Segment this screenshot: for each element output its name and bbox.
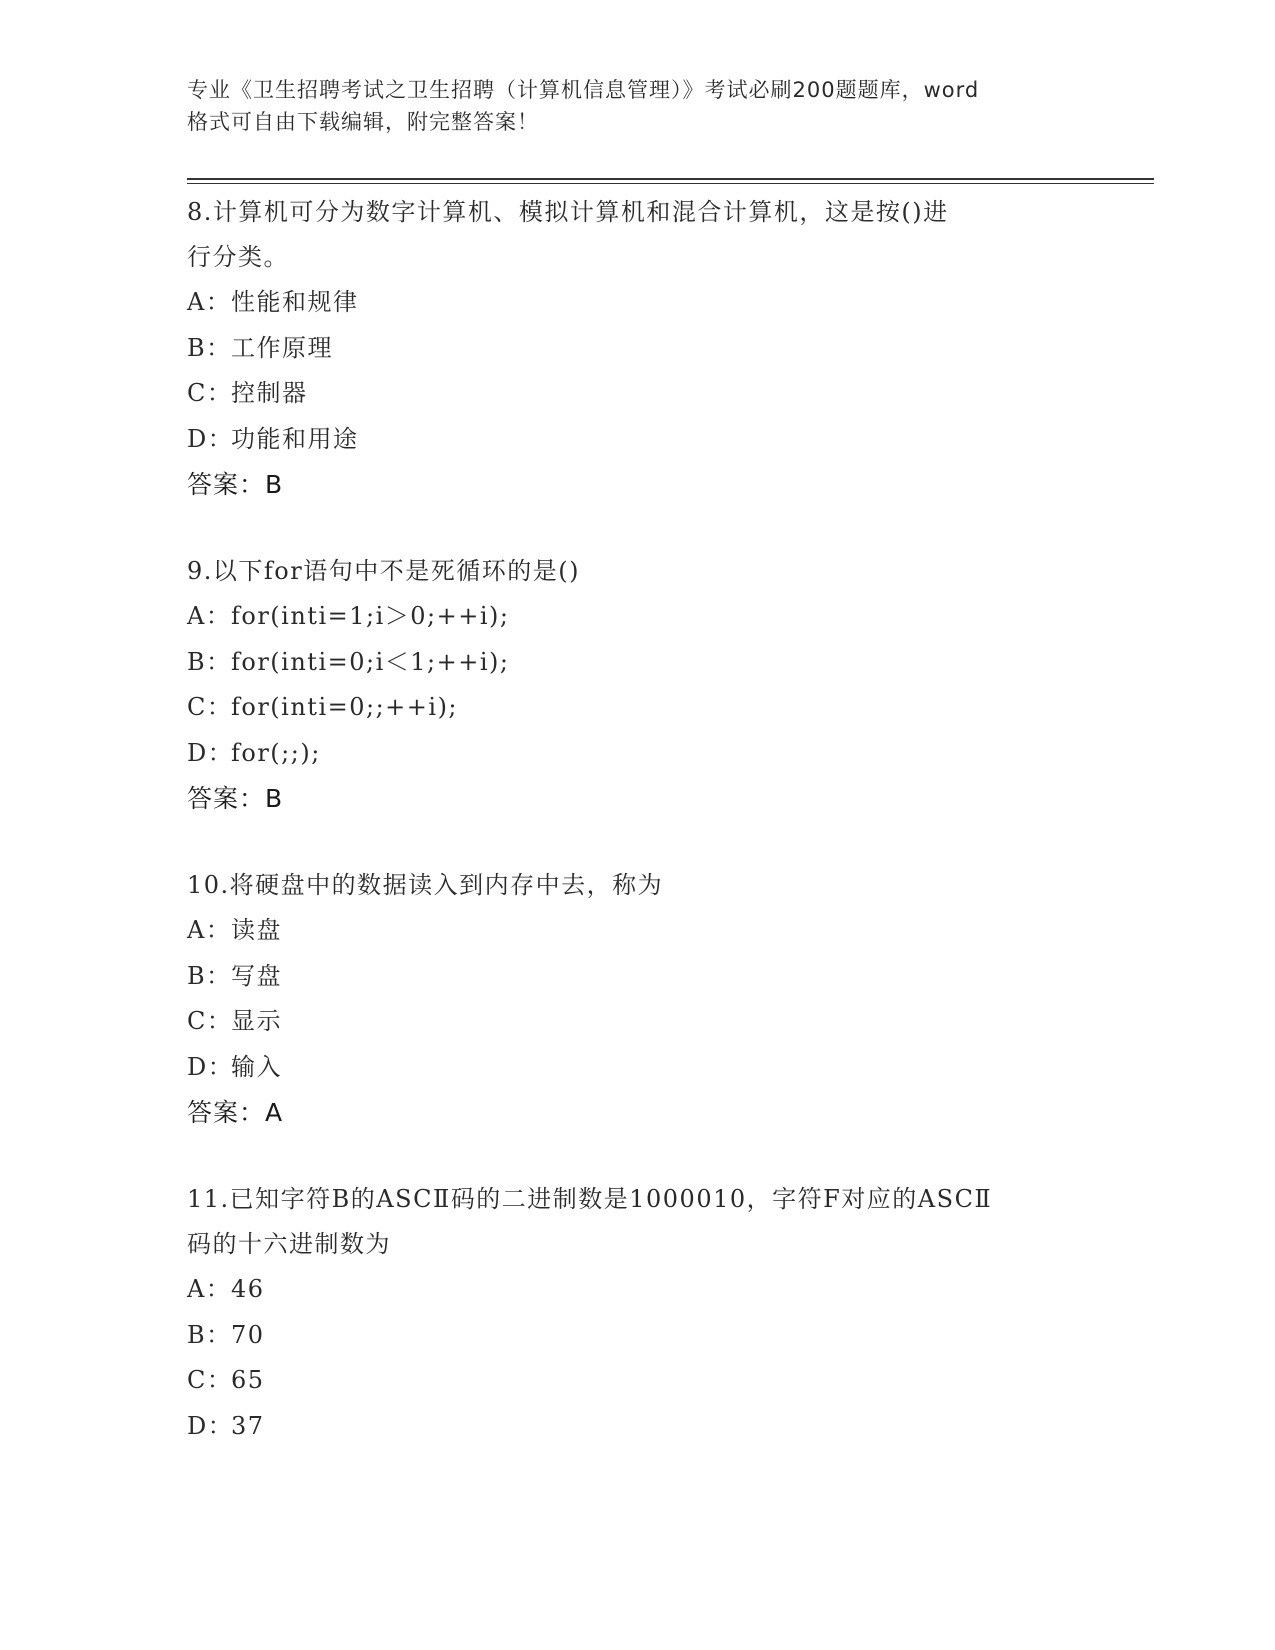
option-text: 性能和规律 <box>231 288 359 316</box>
answer-label: 答案：B <box>187 784 284 813</box>
option-a <box>187 280 1087 326</box>
option-key: A： <box>187 916 232 944</box>
option-text: 读盘 <box>231 916 282 944</box>
option-d <box>187 731 1087 777</box>
option-text: 65 <box>231 1366 265 1394</box>
option-text: 46 <box>231 1275 265 1303</box>
document-header <box>187 74 1087 138</box>
option-text: 显示 <box>231 1007 282 1035</box>
option-key: A： <box>187 1275 232 1303</box>
question-stem: 10.将硬盘中的数据读入到内存中去，称为 <box>187 871 664 899</box>
option-key: C： <box>187 1007 233 1035</box>
option-a <box>187 908 1087 954</box>
option-text: 70 <box>231 1320 265 1349</box>
question-11 <box>187 1177 1087 1449</box>
option-key: D： <box>187 738 234 767</box>
option-text: 功能和用途 <box>231 424 359 453</box>
option-text: 37 <box>231 1411 265 1440</box>
option-d <box>187 1045 1087 1091</box>
option-key: A： <box>187 602 232 630</box>
question-stem-continued: 码的十六进制数为 <box>187 1230 391 1258</box>
header-line-1: 专业《卫生招聘考试之卫生招聘（计算机信息管理）》考试必刷200题题库，word <box>187 78 980 102</box>
option-d <box>187 1404 1087 1450</box>
header-line-2: 格式可自由下载编辑，附完整答案！ <box>187 110 539 134</box>
option-key: C： <box>187 693 233 721</box>
option-key: B： <box>187 647 232 676</box>
option-b <box>187 1313 1087 1359</box>
option-text: 工作原理 <box>231 333 333 362</box>
option-text: 写盘 <box>231 961 282 990</box>
option-b <box>187 954 1087 1000</box>
option-c <box>187 1358 1087 1404</box>
option-d <box>187 417 1087 463</box>
option-key: B： <box>187 1320 232 1349</box>
option-text: for(inti=1;i＞0;++i); <box>231 602 510 630</box>
question-stem-continued: 行分类。 <box>187 243 289 271</box>
option-key: B： <box>187 961 232 990</box>
question-stem: 8.计算机可分为数字计算机、模拟计算机和混合计算机，这是按()进 <box>187 198 949 226</box>
option-text: for(inti=0;;++i); <box>231 693 459 721</box>
option-key: C： <box>187 1366 233 1394</box>
option-text: 输入 <box>231 1052 282 1081</box>
question-9 <box>187 549 1087 821</box>
question-list <box>187 190 1087 1491</box>
option-c <box>187 999 1087 1045</box>
option-a <box>187 1267 1087 1313</box>
option-key: D： <box>187 1052 234 1081</box>
option-key: B： <box>187 333 232 362</box>
answer-label: 答案：A <box>187 1098 284 1127</box>
question-8 <box>187 190 1087 507</box>
option-text: for(inti=0;i＜1;++i); <box>231 647 510 676</box>
answer-label: 答案：B <box>187 470 284 499</box>
option-b <box>187 640 1087 686</box>
option-c <box>187 371 1087 417</box>
option-text: 控制器 <box>231 379 308 407</box>
option-b <box>187 326 1087 372</box>
option-a <box>187 594 1087 640</box>
option-key: C： <box>187 379 233 407</box>
option-key: A： <box>187 288 232 316</box>
header-divider <box>187 178 1154 184</box>
question-stem: 9.以下for语句中不是死循环的是() <box>187 557 580 585</box>
question-10 <box>187 863 1087 1135</box>
option-c <box>187 685 1087 731</box>
option-key: D： <box>187 1411 234 1440</box>
option-text: for(;;); <box>231 738 321 767</box>
option-key: D： <box>187 424 234 453</box>
question-stem: 11.已知字符B的ASCⅡ码的二进制数是1000010，字符F对应的ASCⅡ <box>187 1185 993 1213</box>
